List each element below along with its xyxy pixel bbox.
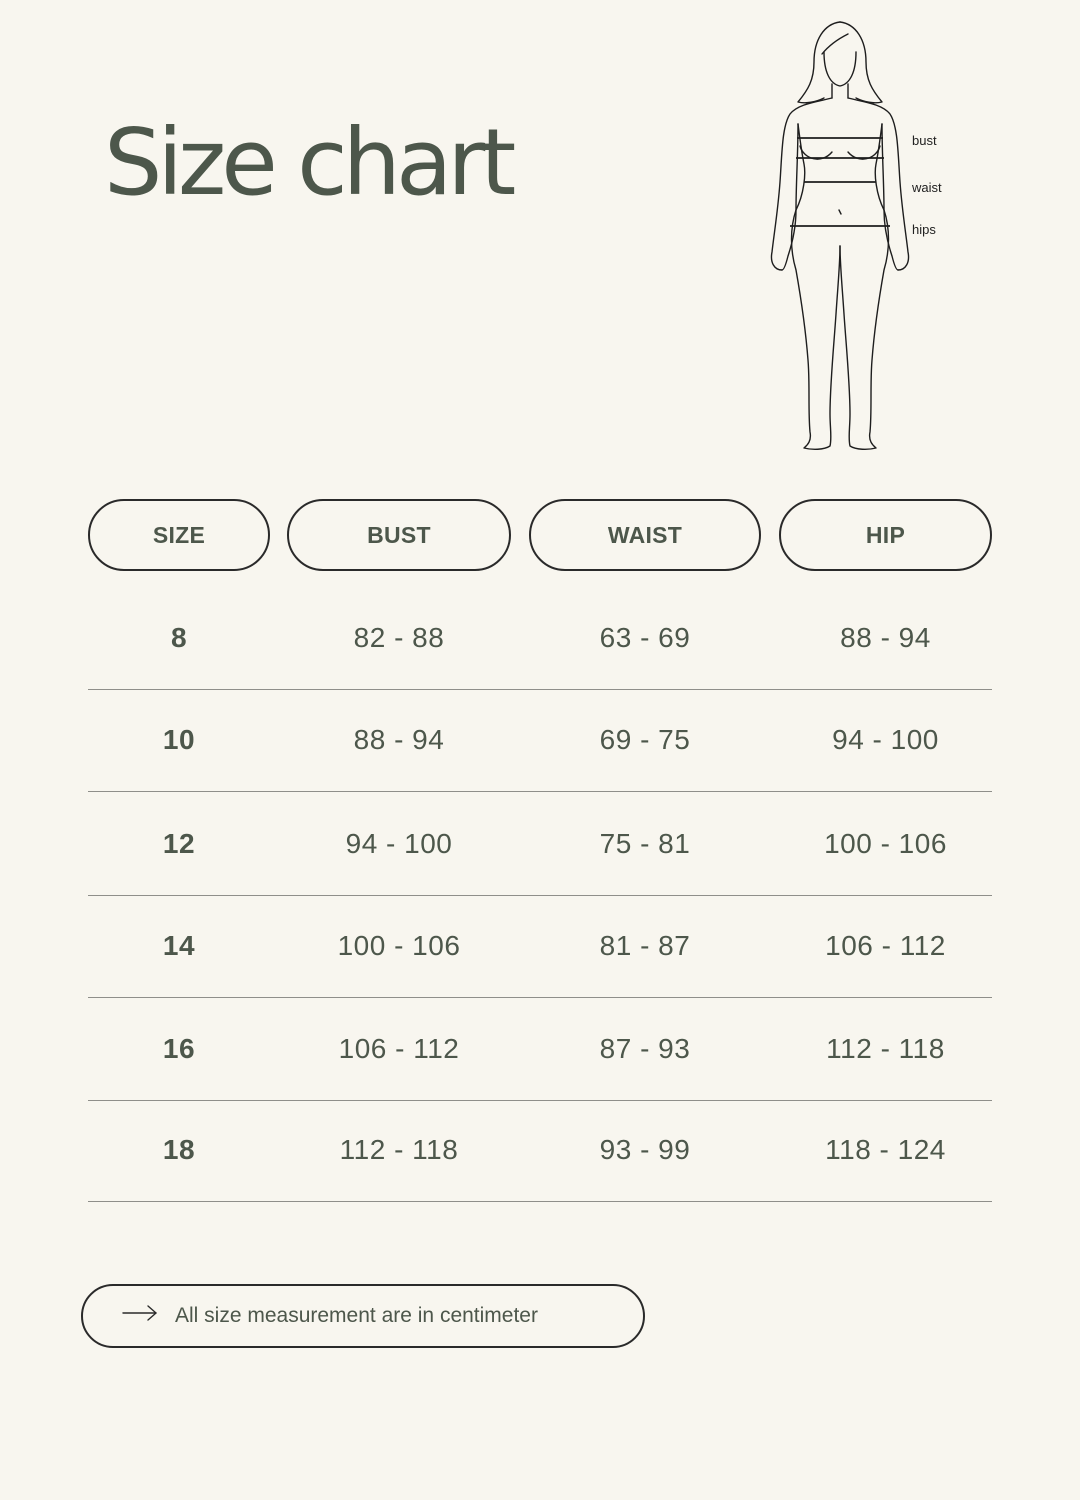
bust-cell: 94 - 100 (345, 828, 453, 859)
page-title: Size chart (104, 109, 512, 216)
table-row (88, 999, 992, 1101)
waist-cell: 93 - 99 (599, 1134, 691, 1165)
header-bust: BUST (287, 499, 511, 571)
table-row (88, 896, 992, 998)
waist-cell: 63 - 69 (599, 622, 691, 653)
hip-cell: 100 - 106 (824, 828, 947, 859)
arrow-right-icon (121, 1300, 159, 1324)
hip-cell: 118 - 124 (825, 1134, 946, 1165)
bust-cell: 106 - 112 (338, 1033, 460, 1064)
bust-cell: 112 - 118 (339, 1134, 459, 1165)
row-divider (88, 1201, 992, 1202)
row-divider (88, 997, 992, 998)
hip-cell: 88 - 94 (840, 622, 931, 653)
row-divider (88, 791, 992, 792)
hip-cell: 94 - 100 (832, 724, 939, 755)
table-row (88, 1100, 992, 1202)
table-row (88, 690, 992, 792)
size-cell: 8 (170, 622, 188, 653)
waist-cell: 69 - 75 (599, 724, 691, 755)
size-cell: 14 (162, 930, 196, 961)
measurement-note (81, 1284, 645, 1348)
waist-cell: 87 - 93 (599, 1033, 691, 1064)
bust-cell: 100 - 106 (337, 930, 461, 961)
size-cell: 12 (162, 828, 196, 859)
waist-label: waist (912, 180, 942, 195)
size-cell: 10 (162, 724, 196, 755)
body-measurement-figure (760, 14, 960, 458)
table-row (88, 794, 992, 896)
bust-cell: 88 - 94 (353, 724, 445, 755)
header-hip: HIP (779, 499, 992, 571)
size-cell: 16 (162, 1033, 196, 1064)
waist-cell: 81 - 87 (599, 930, 691, 961)
bust-cell: 82 - 88 (353, 622, 445, 653)
header-waist: WAIST (529, 499, 761, 571)
hip-cell: 112 - 118 (826, 1033, 945, 1064)
header-size: SIZE (88, 499, 270, 571)
waist-cell: 75 - 81 (599, 828, 691, 859)
hips-label: hips (912, 222, 936, 237)
hip-cell: 106 - 112 (825, 930, 946, 961)
bust-label: bust (912, 133, 937, 148)
size-cell: 18 (162, 1134, 196, 1165)
table-row (88, 588, 992, 690)
note-text: All size measurement are in centimeter (175, 1304, 538, 1327)
female-body-outline-icon (760, 14, 960, 458)
